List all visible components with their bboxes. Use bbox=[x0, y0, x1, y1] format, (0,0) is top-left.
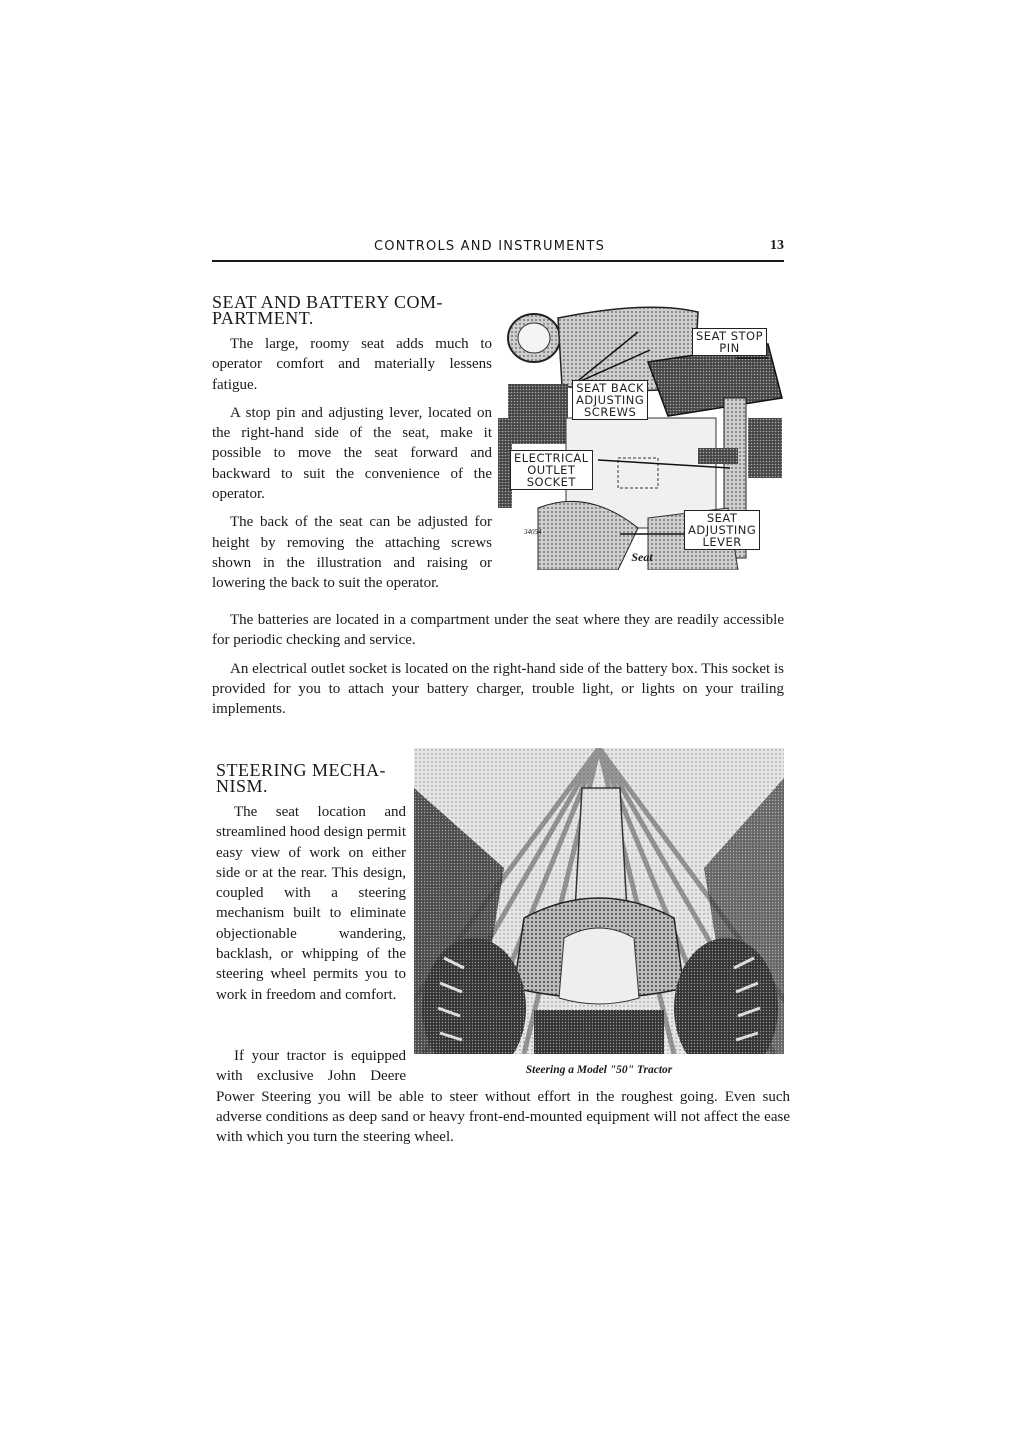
label-line: ADJUSTING bbox=[688, 523, 757, 537]
seat-battery-section bbox=[212, 294, 492, 594]
heading-line-2: PARTMENT. bbox=[212, 308, 314, 328]
label-line: SCREWS bbox=[584, 405, 637, 419]
label-seat-stop-pin bbox=[692, 328, 767, 356]
label-line: PIN bbox=[719, 341, 740, 355]
label-line: SEAT bbox=[706, 511, 738, 525]
section-heading bbox=[212, 294, 492, 326]
label-line: SEAT BACK bbox=[576, 381, 645, 395]
label-seat-adjusting-lever bbox=[684, 510, 760, 550]
label-line: LEVER bbox=[702, 535, 742, 549]
paragraph: The large, roomy seat adds much to operator comfort and materially lessens fatigue. bbox=[212, 336, 492, 393]
label-seat-back-screws bbox=[572, 380, 648, 420]
section-heading bbox=[216, 762, 406, 794]
battery-paragraphs bbox=[212, 610, 784, 719]
paragraph: The batteries are located in a compartment under the seat where they are readily accessible for periodic checking and service. bbox=[212, 612, 784, 649]
label-line: ADJUSTING bbox=[576, 393, 645, 407]
steering-paragraph-2 bbox=[216, 1046, 790, 1147]
page-number: 13 bbox=[770, 238, 784, 253]
photo-number: 34054 bbox=[524, 528, 542, 536]
steering-figure bbox=[414, 748, 784, 1080]
page-header bbox=[212, 238, 784, 262]
label-line: ELECTRICAL bbox=[514, 451, 589, 465]
seat-figure bbox=[498, 298, 786, 570]
label-line: SOCKET bbox=[526, 475, 576, 489]
label-line: SEAT STOP bbox=[696, 329, 764, 343]
figure-caption: Steering a Model "50" Tractor bbox=[525, 1064, 673, 1076]
paragraph: If your tractor is equipped with exclusive John Deere Power Steering you will be able to steer without effort in the roughest going. Even such adverse conditions as deep sand or heavy front-end-mounted equipment will not affect the ease with which you turn the steering wheel. bbox=[216, 1048, 790, 1146]
running-title: CONTROLS AND INSTRUMENTS bbox=[374, 239, 606, 254]
paragraph: The back of the seat can be adjusted for height by removing the attaching screws shown in the illustration and raising or lowering the back to suit the operator. bbox=[212, 514, 492, 592]
heading-line-2: NISM. bbox=[216, 776, 269, 796]
paragraph: An electrical outlet socket is located on the right-hand side of the battery box. This socket is provided for you to attach your battery charger, trouble light, or lights on your trailing implements. bbox=[212, 660, 784, 718]
label-line: OUTLET bbox=[527, 463, 576, 477]
heading-line-1: SEAT AND BATTERY COM- bbox=[212, 292, 444, 312]
paragraph: The seat location and streamlined hood design permit easy view of work on either side or at the rear. This design, coupled with a steering mechanism built to eliminate objectionable wandering, backlash, or whipping of the steering wheel permits you to work in freedom and comfort. bbox=[216, 804, 406, 1003]
label-electrical-outlet bbox=[510, 450, 593, 490]
steering-photo bbox=[414, 748, 784, 1054]
paragraph: A stop pin and adjusting lever, located on the right-hand side of the seat, make it possible to move the seat forward and backward to suit the convenience of the operator. bbox=[212, 404, 492, 503]
figure-caption: Seat bbox=[631, 550, 653, 564]
heading-line-1: STEERING MECHA- bbox=[216, 760, 386, 780]
steering-section bbox=[216, 762, 406, 1005]
